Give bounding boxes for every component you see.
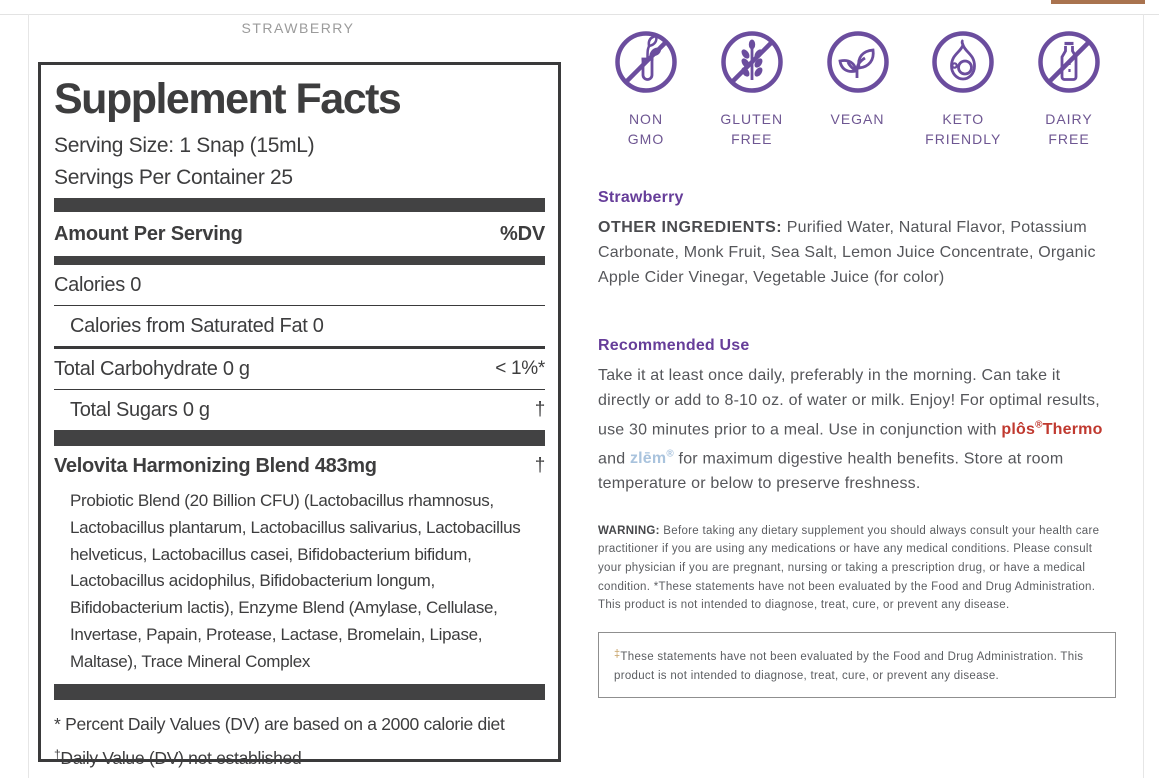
servings-per-container: Servings Per Container 25 (54, 166, 293, 189)
serving-size: Serving Size: 1 Snap (15mL) (54, 134, 315, 157)
other-ingredients-text: Purified Water, Natural Flavor, Potassium Carbonate, Monk Fruit, Sea Salt, Lemon Juice Concentrate, Organic Apple Cider Vinegar, Vegetable Juice (for color) (598, 219, 1096, 286)
table-row-calories (54, 265, 545, 306)
recommended-use-heading: Recommended Use (598, 337, 750, 354)
fda-disclaimer-box (598, 632, 1116, 698)
table-row-total-sugars (54, 390, 545, 430)
total-carb-label: Total Carbohydrate 0 g (54, 358, 250, 380)
badge-dairy-free (1021, 30, 1117, 149)
calories-label: Calories 0 (54, 274, 142, 296)
vegan-icon (810, 30, 906, 94)
separator-bar (54, 430, 545, 446)
total-sugars-label: Total Sugars 0 g (70, 399, 210, 421)
other-ingredients-paragraph (598, 215, 1117, 290)
content-left-border (28, 14, 29, 778)
content-right-border (1143, 14, 1144, 778)
badge-vegan (810, 30, 906, 149)
total-carb-value: < 1%* (495, 358, 545, 379)
table-row-harmonizing-blend (54, 446, 545, 478)
table-row-total-carbohydrate (54, 349, 545, 390)
badge-keto-friendly (915, 30, 1011, 149)
dairy-free-icon (1021, 30, 1117, 94)
supplement-facts-title: Supplement Facts (54, 75, 401, 123)
brand-plos-thermo: plôs®Thermo (1001, 419, 1103, 438)
keto-friendly-icon (915, 30, 1011, 94)
amount-per-serving-row (54, 212, 545, 256)
diet-badges-row (598, 30, 1117, 149)
product-details-column (598, 30, 1117, 698)
separator-bar (54, 256, 545, 265)
footnote-daily-value-text: Daily Value (DV) not established (60, 747, 302, 768)
badge-label: VEGAN (830, 111, 885, 127)
warning-label: WARNING: (598, 524, 660, 537)
top-divider (0, 14, 1159, 15)
double-dagger-symbol: ‡ (614, 648, 621, 661)
dv-header: %DV (500, 222, 545, 245)
badge-non-gmo (598, 30, 694, 149)
separator-bar (54, 198, 545, 212)
recommended-use-paragraph: Take it at least once daily, preferably in the morning. Can take it directly or add to 8-10 oz. of water or milk. Enjoy! For optimal results, use 30 minutes prior to a meal. Use in conjunction with plôs®Thermo and zlēm® for maximum digestive health benefits. Store at room temperature or below to preserve freshness. (598, 367, 1103, 492)
warning-paragraph (598, 522, 1117, 616)
badge-label: KETO FRIENDLY (925, 111, 1002, 147)
blend-detail-text: Probiotic Blend (20 Billion CFU) (Lactobacillus rhamnosus, Lactobacillus plantarum, Lactobacillus salivarius, Lactobacillus helveticus, Lactobacillus casei, Bifidobacterium bifidum, Lactobacillus acidophilus, Bifidobacterium longum, Bifidobacterium lactis), Enzyme Blend (Amylase, Cellulase, Invertase, Papain, Protease, Lactase, Bromelain, Lipase, Maltase), Trace Mineral Complex (70, 491, 521, 671)
table-row-calories-sat-fat (54, 306, 545, 349)
footnote-daily-value (54, 747, 545, 769)
dagger-symbol: † (54, 746, 61, 761)
total-sugars-value: † (534, 399, 545, 420)
brand-zlem: zlēm® (629, 448, 674, 468)
badge-label: GLUTEN FREE (720, 111, 784, 147)
blend-value: † (534, 455, 545, 476)
footnote-percent-dv: * Percent Daily Values (DV) are based on a 2000 calorie diet (54, 713, 505, 734)
cta-button-fragment[interactable] (1051, 0, 1145, 4)
supplement-facts-panel (38, 62, 561, 768)
tab-flavor-strawberry[interactable]: STRAWBERRY (241, 20, 355, 36)
calories-sat-fat-label: Calories from Saturated Fat 0 (70, 315, 324, 337)
blend-label: Velovita Harmonizing Blend 483mg (54, 455, 377, 477)
badge-label: DAIRY FREE (1045, 111, 1093, 147)
warning-text: Before taking any dietary supplement you should always consult your health care practitioner if you are using any medications or have any medical conditions. Please consult your physician if you are pregnant, nursing or taking a prescription drug, or have a medical condition. *These statements have not been evaluated by the Food and Drug Administration. This product is not intended to diagnose, treat, cure, or prevent any disease. (598, 524, 1100, 612)
other-ingredients-label: OTHER INGREDIENTS: (598, 219, 783, 236)
amount-per-serving-label: Amount Per Serving (54, 222, 243, 245)
non-gmo-icon (598, 30, 694, 94)
badge-label: NON GMO (627, 111, 665, 147)
badge-gluten-free (704, 30, 800, 149)
flavor-heading: Strawberry (598, 189, 684, 206)
fda-disclaimer-text: These statements have not been evaluated by the Food and Drug Administration. This product is not intended to diagnose, treat, cure, or prevent any disease. (614, 651, 1084, 683)
separator-bar (54, 684, 545, 700)
gluten-free-icon (704, 30, 800, 94)
